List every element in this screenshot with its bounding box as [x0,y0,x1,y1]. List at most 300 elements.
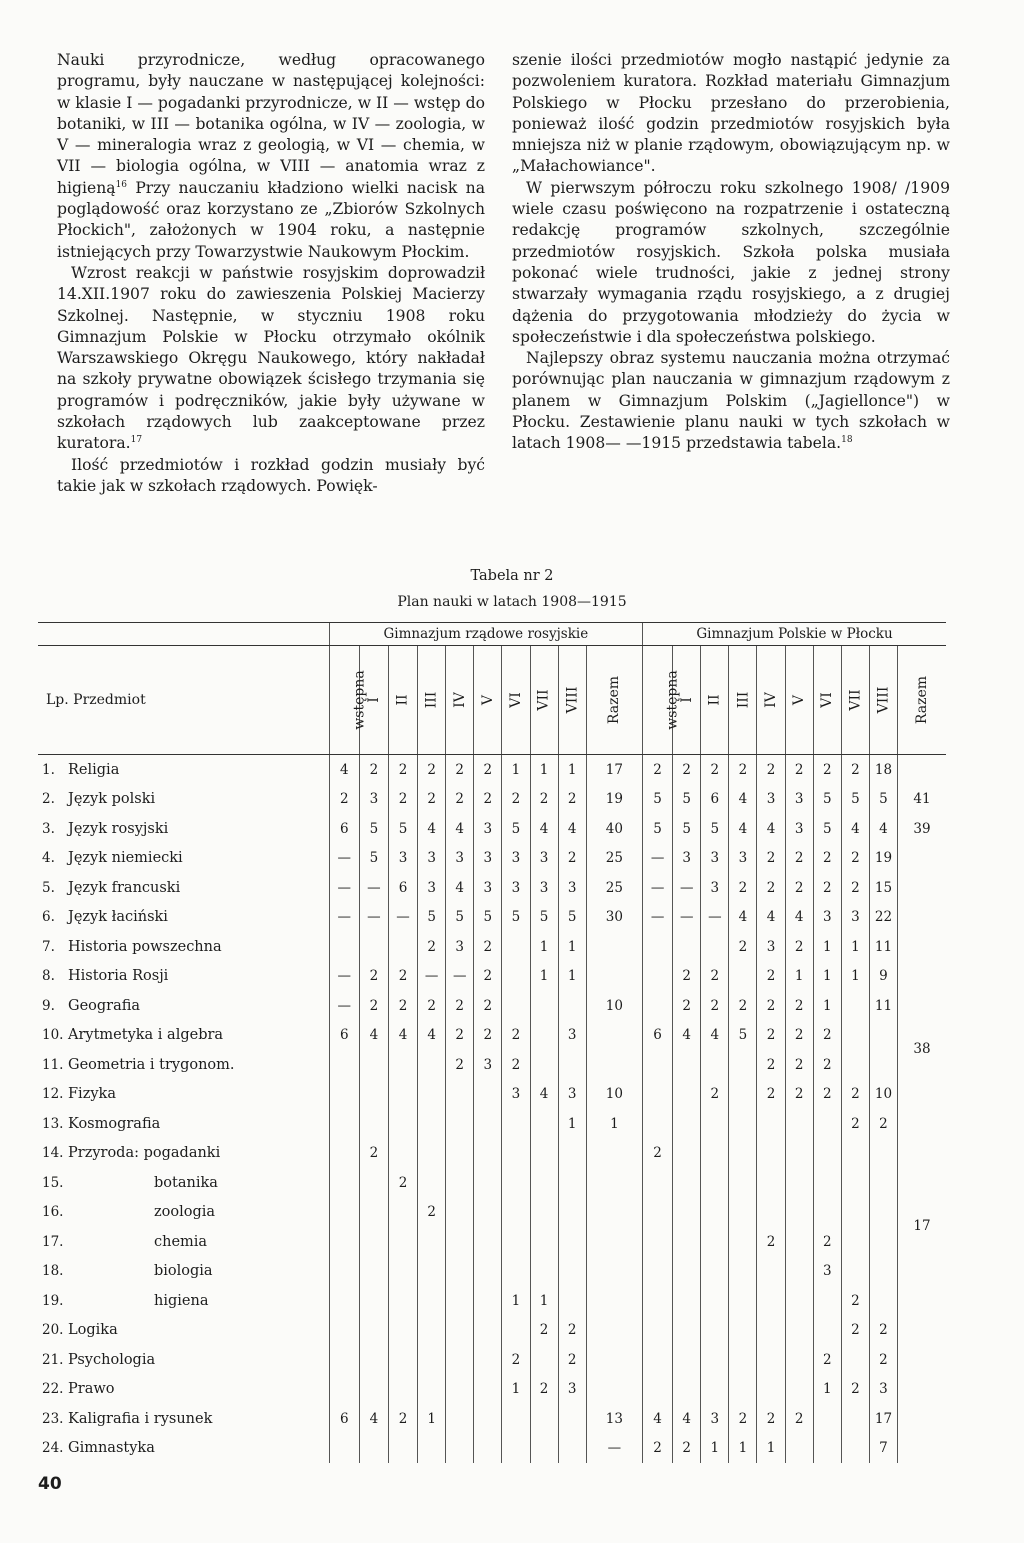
table-cell [359,1168,388,1198]
table-cell [418,1375,446,1405]
table-cell: 4 [530,1080,558,1110]
table-cell: 2 [841,1080,869,1110]
table-cell: 3 [869,1375,897,1405]
column-header-label: wstępna [351,670,368,730]
table-cell [530,1050,558,1080]
table-cell [757,1345,785,1375]
table-row [38,1168,946,1198]
table-cell [841,1434,869,1464]
table-cell: 2 [558,785,586,815]
table-row [38,1139,946,1169]
subject-name: Fizyka [68,1086,116,1103]
row-number: 19. [42,1292,64,1309]
table-row [38,1109,946,1139]
table-cell [701,1286,729,1316]
table-cell [474,1404,502,1434]
table-cell: 5 [701,814,729,844]
table-cell [673,1168,701,1198]
table-cell [530,991,558,1021]
table-cell: 2 [502,1345,530,1375]
table-cell: 4 [446,873,474,903]
table-cell [530,1139,558,1169]
table-cell [813,1198,841,1228]
table-cell [841,1227,869,1257]
table-cell: 7 [869,1434,897,1464]
table-cell: 2 [813,1021,841,1051]
table-cell [558,1139,586,1169]
table-cell: 2 [388,1168,417,1198]
column-header [586,646,642,755]
subject-name: biologia [154,1263,213,1280]
table-cell: 17 [586,755,642,785]
table-cell: 5 [673,785,701,815]
table-cell: 2 [729,1404,757,1434]
table-cell: 3 [446,932,474,962]
table-cell [643,1257,673,1287]
table-cell [757,1109,785,1139]
table-cell [329,1139,359,1169]
table-cell: 5 [474,903,502,933]
group-header-gov: Gimnazjum rządowe rosyjskie [329,623,642,646]
table-cell: 2 [329,785,359,815]
column-header [530,646,558,755]
table-cell: 2 [841,755,869,785]
table-cell: 2 [785,1050,813,1080]
table-cell [586,1316,642,1346]
table-cell [701,932,729,962]
table-cell: 3 [418,873,446,903]
table-cell [418,1050,446,1080]
table-cell [729,1375,757,1405]
table-cell [586,962,642,992]
table-cell: 4 [643,1404,673,1434]
table-cell [474,1434,502,1464]
column-header [329,646,368,755]
subject-name: Prawo [68,1381,115,1398]
column-header [729,646,757,755]
table-cell [841,1345,869,1375]
right-para-2: W pierwszym półroczu roku szkolnego 1908/ /1909 wiele czasu poświęcono na rozpatrzenie i ostateczną redakcję programów szkolnych, szczególnie przedmiotów rosyjskich. Szkoła polska musiała pokonać wiele trudności, jakie z jednej strony stwarzały wymagania rządu rosyjskiego, a z drugiej dążenia do przygotowania młodzieży do życia w społeczeństwie i dla społeczeństwa polskiego. [512,178,950,346]
table-row [38,1080,946,1110]
table-cell: 3 [446,844,474,874]
subject-name: higiena [154,1292,209,1309]
table-cell: 2 [558,844,586,874]
table-cell [502,932,530,962]
table-cell [329,1168,359,1198]
plan-table [38,622,946,1463]
table-cell: 6 [329,1021,359,1051]
subject-name: Gimnastyka [68,1440,155,1457]
table-cell: 5 [673,814,701,844]
table-cell [673,1198,701,1228]
table-cell [673,1109,701,1139]
table-cell [701,1345,729,1375]
table-cell: 2 [474,1021,502,1051]
table-cell [643,1345,673,1375]
table-cell [586,1198,642,1228]
table-cell: 2 [474,755,502,785]
table-cell: — [418,962,446,992]
table-row [38,873,946,903]
table-cell: 1 [586,1109,642,1139]
table-cell [673,1316,701,1346]
table-cell [757,1286,785,1316]
table-cell: 2 [673,962,701,992]
table-cell [418,1434,446,1464]
table-cell [329,1286,359,1316]
table-cell [785,1375,813,1405]
table-cell [446,1227,474,1257]
table-cell: 3 [558,1021,586,1051]
table-cell: 3 [701,873,729,903]
table-cell: 2 [729,755,757,785]
table-cell: — [329,844,359,874]
table-cell: 2 [841,1316,869,1346]
table-cell [729,1139,757,1169]
table-cell: — [329,903,359,933]
table-cell: 4 [869,814,897,844]
table-cell [841,1257,869,1287]
table-row [38,991,946,1021]
column-header [474,646,502,755]
table-cell: 1 [841,932,869,962]
table-cell: 2 [388,1404,417,1434]
table-cell [729,1109,757,1139]
row-number: 6. [42,909,55,926]
table-cell: 2 [757,991,785,1021]
table-cell: — [359,903,388,933]
table-cell [388,1050,417,1080]
table-cell: 2 [558,1345,586,1375]
table-cell [359,1227,388,1257]
table-cell [785,1168,813,1198]
table-cell [841,1404,869,1434]
column-header [785,646,813,755]
table-cell [729,1050,757,1080]
table-cell [729,1257,757,1287]
table-cell [446,1168,474,1198]
table-cell [329,1050,359,1080]
column-header-label: VI [819,692,836,708]
table-cell [785,1345,813,1375]
table-cell: 11 [869,932,897,962]
table-cell: 4 [785,903,813,933]
table-cell: 3 [474,1050,502,1080]
table-cell [530,1109,558,1139]
table-cell: 4 [558,814,586,844]
table-row [38,1198,946,1228]
table-cell: — [643,844,673,874]
table-cell [558,1404,586,1434]
table-cell [530,1168,558,1198]
table-cell [530,1021,558,1051]
table-cell: 1 [502,755,530,785]
table-cell [869,1021,897,1051]
table-cell [673,1257,701,1287]
table-cell: 10 [869,1080,897,1110]
table-cell [643,1227,673,1257]
table-row [38,1375,946,1405]
table-cell [701,1139,729,1169]
table-cell: 2 [359,962,388,992]
table-cell: 1 [530,962,558,992]
table-cell: 2 [701,962,729,992]
table-cell [502,1257,530,1287]
row-number: 9. [42,997,55,1014]
table-cell: 1 [502,1375,530,1405]
lp-header: Lp. Przedmiot [38,646,329,755]
table-cell [558,991,586,1021]
table-cell [841,1198,869,1228]
table-cell: 30 [586,903,642,933]
left-para-3: Ilość przedmiotów i rozkład godzin musiały być takie jak w szkołach rządowych. Powięk- [57,455,485,495]
column-header [841,646,869,755]
table-cell: 4 [418,814,446,844]
subject-name: Język rosyjski [68,820,169,837]
table-cell: 2 [530,1316,558,1346]
table-cell: 2 [757,844,785,874]
table-cell [359,1257,388,1287]
column-header-label: III [734,691,751,709]
table-cell [388,1080,417,1110]
table-cell [359,1316,388,1346]
table-cell: 3 [530,844,558,874]
table-cell: 5 [418,903,446,933]
table-cell: 2 [474,991,502,1021]
table-cell [841,1168,869,1198]
table-cell: 1 [418,1404,446,1434]
table-cell [757,1198,785,1228]
table-cell [586,1139,642,1169]
table-cell: 2 [643,1139,673,1169]
table-cell: 2 [757,962,785,992]
table-cell: 3 [474,873,502,903]
right-para-3: Najlepszy obraz systemu nauczania można otrzymać porównując plan nauczania w gimnazjum rządowym z planem w Gimnazjum Polskim („Jagiellonce") w Płocku. Zestawienie planu nauki w tych szkołach w latach 1908— [512,349,950,453]
table-cell [530,1227,558,1257]
table-cell [474,1375,502,1405]
table-cell: 2 [359,755,388,785]
table-cell [729,1227,757,1257]
table-cell [869,1257,897,1287]
table-cell [757,1257,785,1287]
table-cell [673,1139,701,1169]
table-cell [359,1434,388,1464]
table-cell [643,962,673,992]
table-cell: 1 [530,755,558,785]
table-cell: 5 [643,814,673,844]
table-cell [329,1345,359,1375]
table-cell: 5 [841,785,869,815]
table-cell [474,1168,502,1198]
table-cell [388,1434,417,1464]
column-header-row [38,646,946,755]
table-cell: 6 [643,1021,673,1051]
left-para-1b: Przy nauczaniu kładziono wielki nacisk na poglądowość oraz korzystano ze „Zbiorów Szkolnych Płockich", założonych w 1904 roku, a następnie istniejących przy Towarzystwie Naukowym Płockim. [57,178,485,261]
table-cell: 1 [558,962,586,992]
table-cell [474,1345,502,1375]
subject-name: Język łaciński [68,909,168,926]
subject-name: Logika [68,1322,118,1339]
table-cell [558,1227,586,1257]
row-number: 23. [42,1410,64,1427]
table-cell [643,1050,673,1080]
table-cell [388,1198,417,1228]
table-cell: 5 [729,1021,757,1051]
table-cell [474,1139,502,1169]
table-cell: 2 [813,1080,841,1110]
table-cell [586,1021,642,1051]
table-cell [388,1316,417,1346]
column-header [388,646,417,755]
table-row [38,1345,946,1375]
left-column [57,50,485,497]
table-cell [643,932,673,962]
subject-name: Język polski [68,791,156,808]
table-cell: 2 [813,1050,841,1080]
table-cell: 2 [530,785,558,815]
subject-name: Psychologia [68,1351,156,1368]
table-cell [446,1257,474,1287]
table-cell: 2 [841,844,869,874]
column-header [502,646,530,755]
merged-value: 38 [913,1041,931,1058]
table-cell: 5 [530,903,558,933]
right-column [512,50,950,455]
table-cell [530,1404,558,1434]
table-cell [643,1080,673,1110]
table-cell: 2 [841,1286,869,1316]
table-cell: 1 [502,1286,530,1316]
column-header [446,646,474,755]
row-number: 20. [42,1322,64,1339]
table-cell: 3 [558,1080,586,1110]
table-cell [530,1257,558,1287]
table-cell [418,1257,446,1287]
table-cell [701,1257,729,1287]
subject-name: chemia [154,1233,208,1250]
row-number: 21. [42,1351,64,1368]
table-cell: 2 [418,755,446,785]
table-cell [586,1286,642,1316]
table-cell: 1 [757,1434,785,1464]
table-cell [785,1109,813,1139]
subject-name: Przyroda: pogadanki [68,1145,221,1162]
column-header [869,646,897,755]
table-row [38,1286,946,1316]
table-cell [502,1139,530,1169]
left-para-1: Nauki przyrodnicze, według opracowanego programu, były nauczane w następującej kolejności: w klasie I — pogadanki przyrodnicze, w II — wstęp do botaniki, w III — botanika ogólna, w IV — zoologia, w V — mineralogia wraz z geologią, w VI — chemia, w VII — biologia ogólna, w VIII — anatomia wraz z higieną [57,51,485,197]
table-row [38,814,946,844]
table-cell: 3 [841,903,869,933]
table-cell [586,932,642,962]
table-cell [446,1198,474,1228]
table-cell: 39 [898,814,946,844]
table-cell: 3 [757,785,785,815]
table-cell [813,1404,841,1434]
table-cell [586,1375,642,1405]
table-cell [673,932,701,962]
table-subcaption: Plan nauki w latach 1908—1915 [397,594,627,610]
table-cell [502,1404,530,1434]
table-cell [673,1050,701,1080]
table-cell: 2 [813,844,841,874]
table-cell [502,1316,530,1346]
table-cell: 2 [785,932,813,962]
column-header [418,646,446,755]
table-cell [558,1286,586,1316]
table-cell [785,1316,813,1346]
column-header [701,646,729,755]
table-cell [841,991,869,1021]
row-number: 15. [42,1174,64,1191]
table-cell: 5 [643,785,673,815]
table-cell [329,1316,359,1346]
table-cell: 2 [757,1021,785,1051]
table-cell [446,1316,474,1346]
table-cell: 4 [388,1021,417,1051]
subject-name: Historia powszechna [68,938,222,955]
table-cell [813,1139,841,1169]
table-cell: 2 [729,873,757,903]
table-cell [359,1286,388,1316]
group-header-pl: Gimnazjum Polskie w Płocku [643,623,946,646]
table-cell: 2 [701,755,729,785]
table-cell [558,1257,586,1287]
table-cell: — [643,873,673,903]
table-cell: 1 [729,1434,757,1464]
table-cell [643,991,673,1021]
table-cell: 2 [673,1434,701,1464]
table-cell [446,1139,474,1169]
table-cell: 18 [869,755,897,785]
table-cell [813,1286,841,1316]
table-cell [388,932,417,962]
table-cell [785,1198,813,1228]
row-number: 12. [42,1086,64,1103]
table-row [38,785,946,815]
table-cell: 11 [869,991,897,1021]
table-cell [729,1286,757,1316]
table-cell: 1 [813,962,841,992]
table-cell: 3 [813,903,841,933]
table-cell [643,1286,673,1316]
table-cell [502,991,530,1021]
table-cell: 5 [502,814,530,844]
table-cell: 2 [701,1080,729,1110]
merged-value: 17 [913,1218,931,1235]
table-cell: 2 [418,785,446,815]
table-cell [388,1286,417,1316]
table-cell: 2 [359,991,388,1021]
table-cell: 3 [359,785,388,815]
table-row [38,1021,946,1051]
table-cell: 4 [329,755,359,785]
table-cell [643,1109,673,1139]
table-cell: 4 [729,903,757,933]
column-header-label: IV [451,692,468,708]
table-cell [359,1080,388,1110]
table-cell: 2 [841,1375,869,1405]
table-cell: 2 [673,755,701,785]
table-cell: 2 [701,991,729,1021]
table-cell [586,1168,642,1198]
column-header-label: VII [847,689,864,711]
table-row [38,1316,946,1346]
table-cell [359,1345,388,1375]
table-cell: 1 [558,755,586,785]
table-row [38,844,946,874]
table-cell [446,1109,474,1139]
